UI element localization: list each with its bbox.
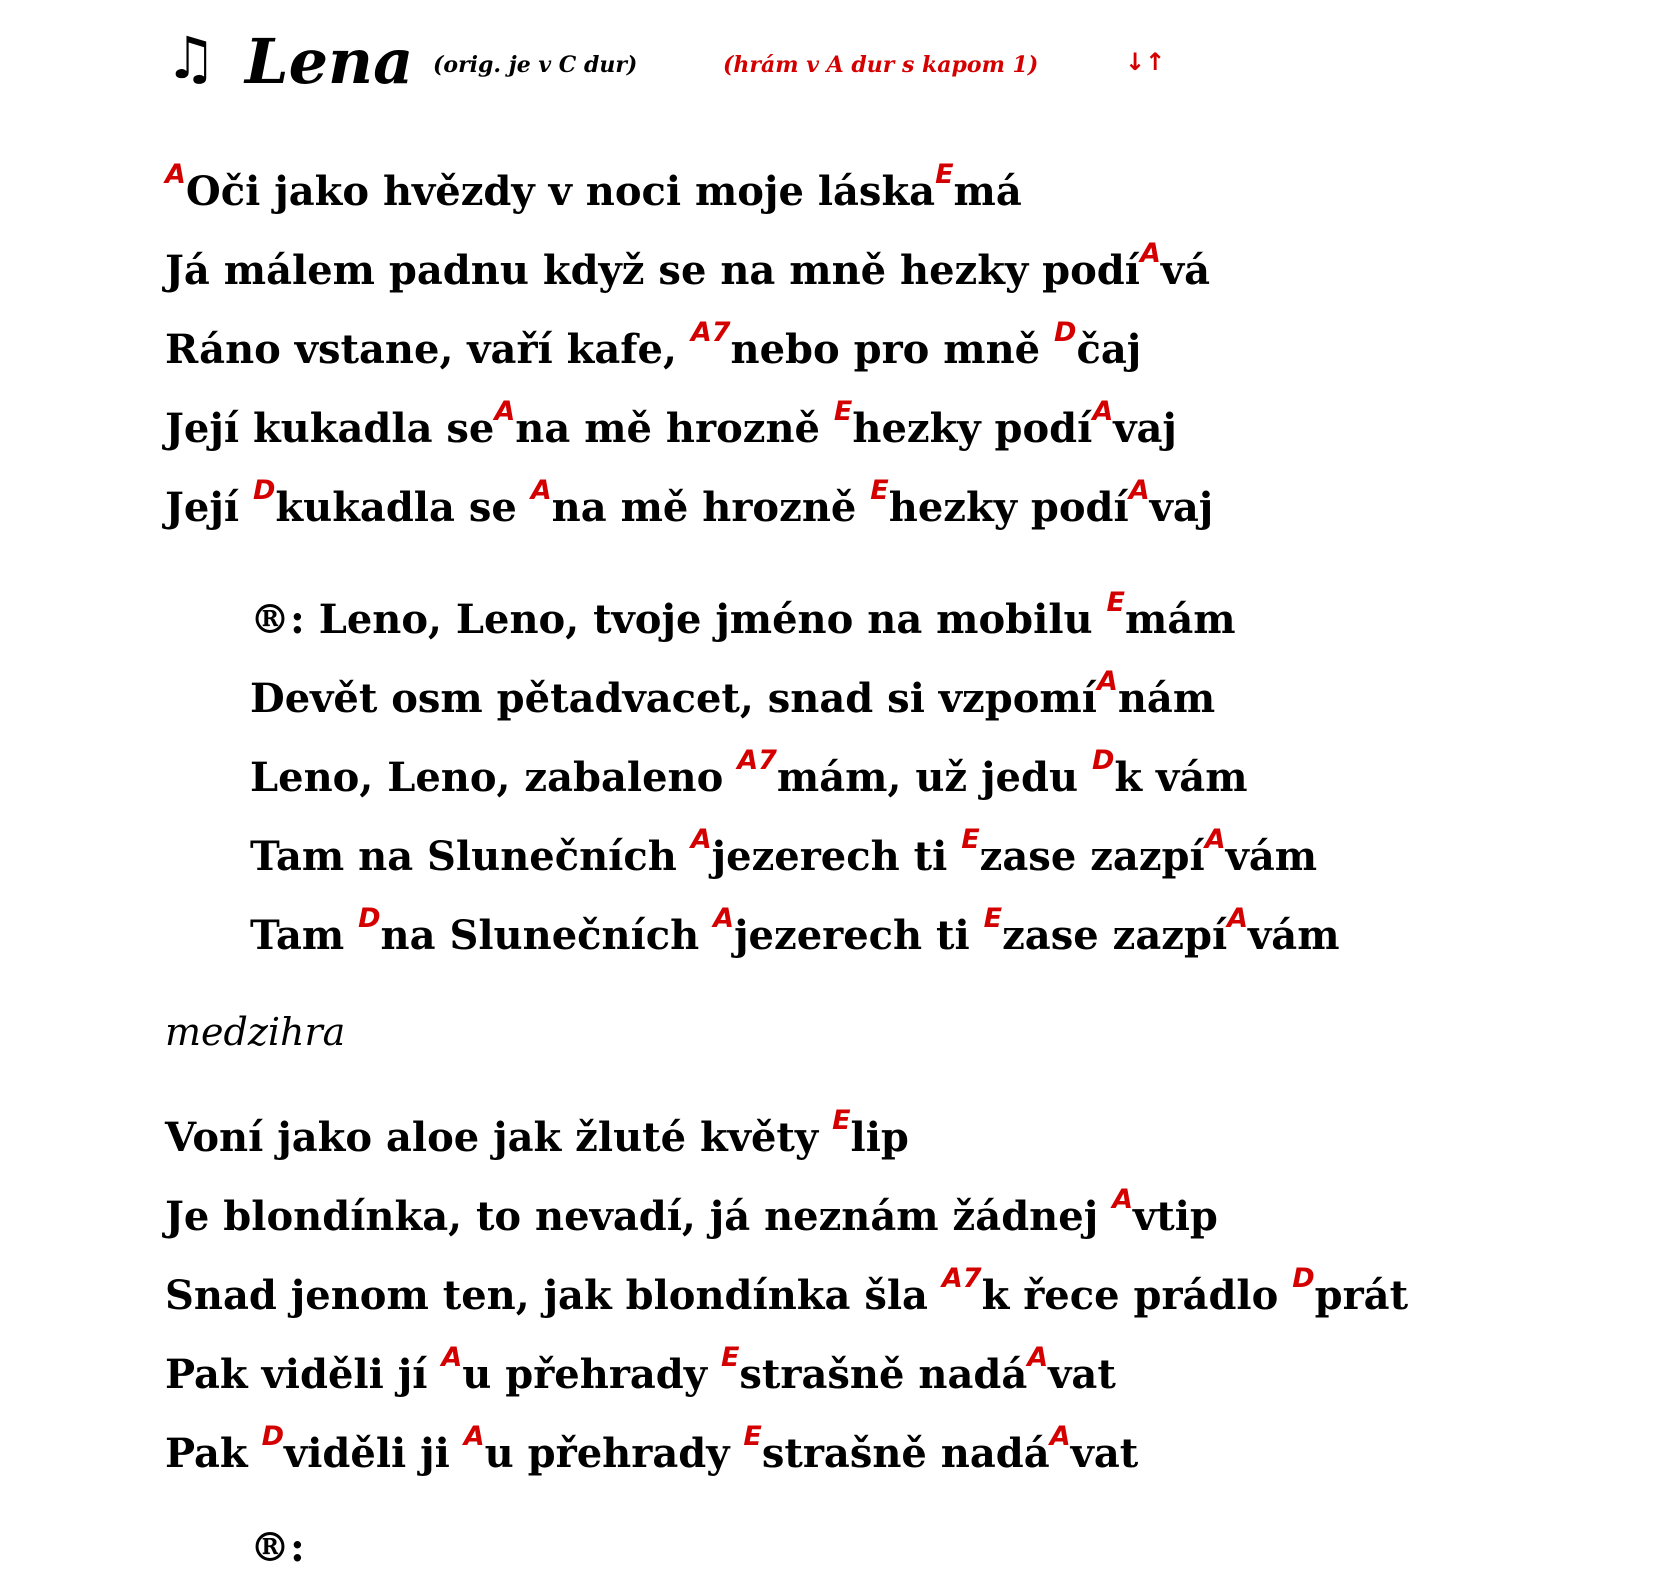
chord-label: A <box>1204 824 1226 855</box>
lyric-text: Ráno vstane, vaří kafe, <box>165 326 691 373</box>
lyric-text: Leno, Leno, zabaleno <box>250 754 738 801</box>
chord-label: D <box>261 1421 284 1452</box>
lyric-text: čaj <box>1076 326 1142 373</box>
chord-label: A <box>1027 1342 1049 1373</box>
chord-label: E <box>935 159 954 190</box>
lyric-text: vaj <box>1149 484 1214 531</box>
lyric-text: na mě hrozně <box>551 484 871 531</box>
lyric-text: hezky podí <box>888 484 1129 531</box>
lyric-line <box>250 903 1340 971</box>
lyric-text: k vám <box>1114 754 1248 801</box>
lyric-line <box>165 1263 1409 1331</box>
lyric-text: mám, už jedu <box>776 754 1092 801</box>
chord-label: D <box>358 903 381 934</box>
chord-label: A7 <box>690 317 731 348</box>
lyric-line <box>165 317 1142 385</box>
lyric-text: zase zazpí <box>1002 912 1228 959</box>
lyric-line <box>165 159 1022 227</box>
lyric-line <box>165 1184 1218 1252</box>
chord-label: E <box>1106 587 1125 618</box>
lyric-text: lip <box>850 1114 909 1161</box>
chord-label: A <box>1227 903 1249 934</box>
chord-label: A <box>1049 1421 1071 1452</box>
chord-label: A7 <box>941 1263 982 1294</box>
lyric-text: vat <box>1070 1430 1139 1477</box>
chord-label: A7 <box>737 745 777 776</box>
lyric-text: Tam <box>250 912 359 959</box>
lyric-text: Její <box>165 484 253 531</box>
lyric-text: hezky podí <box>852 405 1093 452</box>
chord-label: D <box>252 475 276 506</box>
chord-label: E <box>743 1421 762 1452</box>
lyric-line <box>250 666 1216 734</box>
chord-label: A <box>690 824 712 855</box>
chord-label: A <box>441 1342 463 1373</box>
lyric-text: zase zazpí <box>979 833 1205 880</box>
chord-label: A <box>165 159 186 190</box>
lyric-text: prát <box>1314 1272 1409 1319</box>
lyric-text: jezerech ti <box>734 912 984 959</box>
lyric-text: Pak <box>165 1430 262 1477</box>
chord-label: A <box>1096 666 1118 697</box>
lyric-text: jezerech ti <box>711 833 962 880</box>
lyric-text: vat <box>1048 1351 1116 1398</box>
chord-label: E <box>833 396 853 427</box>
played-key-note: (hrám v A dur s kapom 1) <box>723 52 1039 78</box>
lyric-text: vám <box>1248 912 1340 959</box>
lyric-text: Já málem padnu když se na mně hezky podí <box>165 247 1140 294</box>
lyric-text: vám <box>1225 833 1318 880</box>
lyric-text: Její kukadla se <box>165 405 495 452</box>
lyric-line <box>250 824 1318 892</box>
chord-label: E <box>832 1105 851 1136</box>
chord-label: D <box>1091 745 1115 776</box>
lyric-line <box>165 238 1211 306</box>
lyric-text: nám <box>1117 675 1216 722</box>
lyric-text: u přehrady <box>462 1351 721 1398</box>
song-header <box>165 22 1565 102</box>
lyric-line <box>165 1342 1116 1410</box>
lyric-text: mám <box>1125 596 1236 643</box>
lyric-text: strašně nadá <box>761 1430 1050 1477</box>
lyric-text: nebo pro mně <box>730 326 1055 373</box>
chord-label: E <box>870 475 889 506</box>
lyric-text: k řece prádlo <box>981 1272 1293 1319</box>
interlude-label: medzihra <box>165 1010 346 1054</box>
lyric-text: viděli ji <box>283 1430 464 1477</box>
lyric-text: kukadla se <box>275 484 531 531</box>
lyric-text: vaj <box>1113 405 1177 452</box>
chord-label: A <box>530 475 552 506</box>
lyric-text: Oči jako hvězdy v noci moje láska <box>185 168 936 215</box>
lyric-text: vá <box>1160 247 1211 294</box>
chord-label: E <box>961 824 980 855</box>
lyric-text: Tam na Slunečních <box>250 833 691 880</box>
chorus-repeat-marker: ®: <box>250 1524 305 1571</box>
chord-label: D <box>1292 1263 1315 1294</box>
lyric-text: na Slunečních <box>380 912 714 959</box>
chord-label: D <box>1054 317 1077 348</box>
lyric-text: má <box>953 168 1022 215</box>
chord-label: E <box>983 903 1003 934</box>
music-note-icon: ♫ <box>165 24 217 92</box>
lyric-line <box>165 1105 909 1173</box>
transpose-icon[interactable]: ↓↑ <box>1125 48 1166 76</box>
chord-label: A <box>1112 1184 1133 1215</box>
lyric-text: strašně nadá <box>739 1351 1028 1398</box>
lyric-text: Pak viděli jí <box>165 1351 442 1398</box>
lyric-text: vtip <box>1133 1193 1218 1240</box>
lyric-text: Snad jenom ten, jak blondínka šla <box>165 1272 942 1319</box>
chord-label: A <box>463 1421 485 1452</box>
lyric-line <box>165 475 1214 543</box>
chord-label: A <box>1128 475 1150 506</box>
chord-label: A <box>494 396 516 427</box>
lyric-line <box>165 1421 1139 1489</box>
lyric-text: Voní jako aloe jak žluté květy <box>165 1114 833 1161</box>
chord-label: A <box>1092 396 1114 427</box>
chord-label: E <box>720 1342 740 1373</box>
lyric-text: na mě hrozně <box>515 405 834 452</box>
lyric-text: Je blondínka, to nevadí, já neznám žádnej <box>165 1193 1113 1240</box>
lyric-text: Devět osm pětadvacet, snad si vzpomí <box>250 675 1097 722</box>
original-key-note: (orig. je v C dur) <box>433 52 638 78</box>
lyric-text: ®: Leno, Leno, tvoje jméno na mobilu <box>250 596 1107 643</box>
lyric-line <box>250 745 1248 813</box>
song-title: Lena <box>245 25 414 98</box>
chord-label: A <box>713 903 735 934</box>
lyric-line <box>165 396 1177 464</box>
lyric-line <box>250 587 1236 655</box>
lyric-text: u přehrady <box>484 1430 744 1477</box>
chord-label: A <box>1139 238 1161 269</box>
